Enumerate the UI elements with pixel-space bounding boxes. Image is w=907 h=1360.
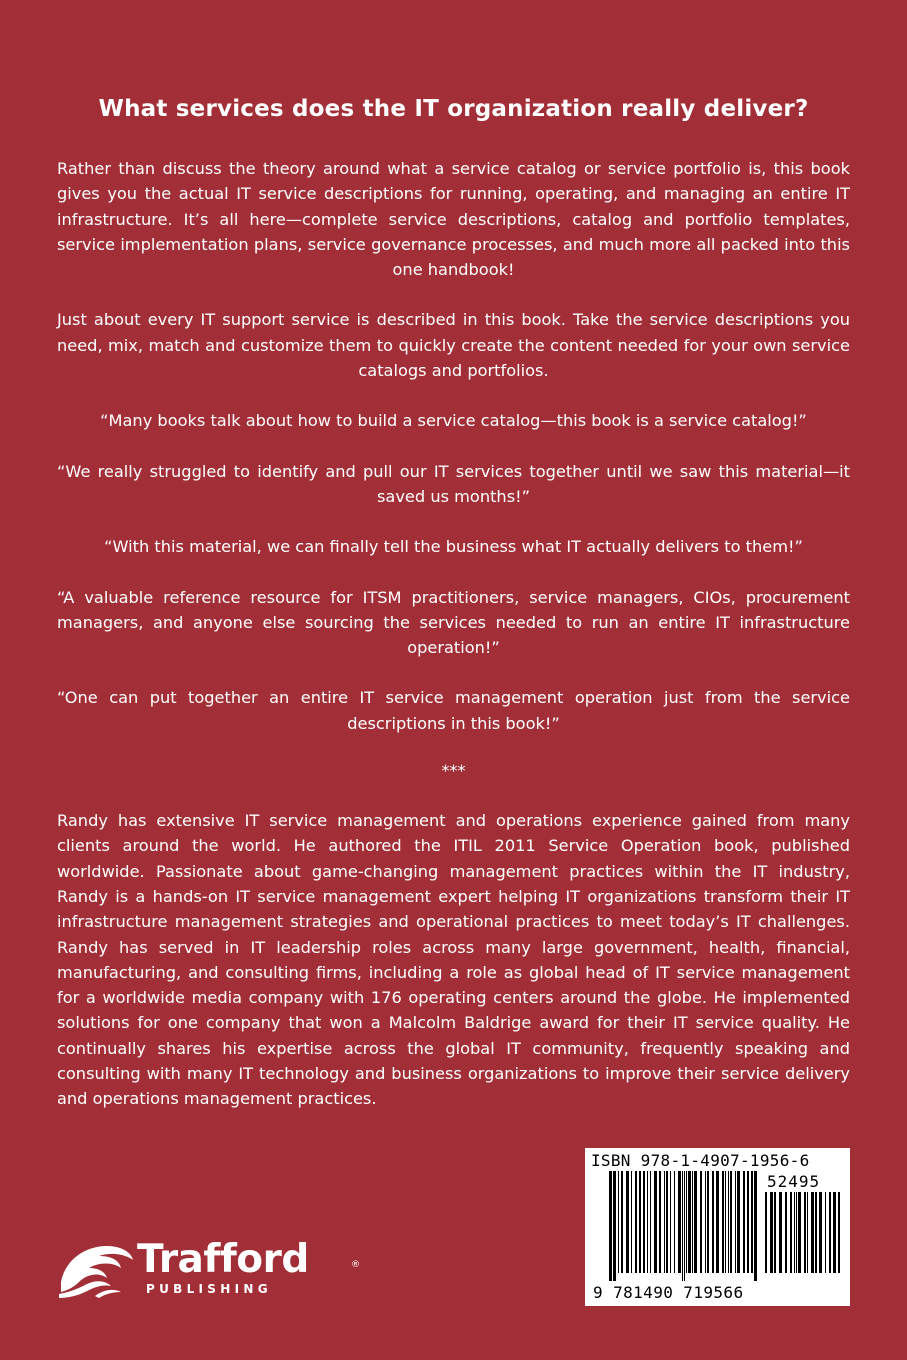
barcode-bar [631, 1171, 632, 1273]
barcode-bar [647, 1171, 648, 1273]
barcode-bar [735, 1171, 736, 1273]
barcode-bar [751, 1171, 753, 1273]
barcode-bar [833, 1192, 836, 1273]
barcode-bar [811, 1192, 814, 1273]
barcode-bar [779, 1192, 782, 1273]
barcode-bar [819, 1192, 822, 1273]
barcode-bar [707, 1171, 709, 1273]
testimonial-quote: “We really struggled to identify and pull our IT services together until we saw this material—it saved us months!” [57, 461, 850, 506]
barcode-bar [728, 1171, 729, 1273]
testimonial-quote: “A valuable reference resource for ITSM practitioners, service managers, CIOs, procurement managers, and anyone else sourcing the services needed to run an entire IT infrastructure operation!” [57, 587, 850, 658]
barcode-bar [686, 1171, 687, 1273]
barcode-bar [770, 1192, 773, 1273]
barcode-bar [618, 1171, 619, 1273]
publisher-name: Trafford [137, 1237, 309, 1282]
author-bio: Randy has extensive IT service management and operations experience gained from many clients around the world. He authored the ITIL 2011 Service Operation book, published worldwide. Passionate about game-changing management practices within the IT industry, Randy is a hands-on IT service management expert helping IT organizations transform their IT infrastructure management strategies and operational practices to meet today’s IT challenges. Randy has served in IT leadership roles across many large government, health, financial, manufacturing, and consulting firms, including a role as global head of IT service management for a worldwide media company with 176 operating centers around the globe. He implemented solutions for one company that won a Malcolm Baldrige award for their IT service quality. He continually shares his expertise across the global IT community, frequently speaking and consulting with many IT technology and business organizations to improve their service delivery and operations management practices. [57, 811, 850, 1109]
headline: What services does the IT organization really deliver? [98, 96, 809, 122]
barcode-bar [664, 1171, 665, 1273]
barcode-bar [674, 1171, 675, 1273]
section-separator: *** [441, 761, 466, 781]
barcode-bar [747, 1171, 749, 1273]
isbn-label: ISBN 978-1-4907-1956-6 [591, 1151, 810, 1170]
barcode-bar [798, 1192, 801, 1273]
barcode-bar [737, 1171, 740, 1273]
testimonial-quote: “Many books talk about how to build a service catalog—this book is a service catalog!” [100, 411, 807, 431]
barcode-bar [654, 1171, 657, 1273]
barcode-bar [743, 1171, 745, 1273]
barcode-bar [716, 1171, 719, 1273]
barcode-bar [815, 1192, 817, 1273]
barcode-bar [666, 1171, 668, 1273]
barcode-bar [670, 1171, 671, 1273]
barcode-bar [659, 1171, 661, 1273]
barcode-bar [684, 1171, 685, 1281]
testimonial-quote: “One can put together an entire IT service management operation just from the service descriptions in this book!” [57, 688, 850, 733]
barcode-bar [725, 1171, 726, 1273]
barcode-bar [765, 1192, 767, 1273]
barcode-bar [794, 1192, 795, 1273]
barcode-bar [807, 1192, 808, 1273]
barcode-bar [643, 1171, 645, 1273]
barcode-bar [621, 1171, 623, 1273]
description-paragraph: Just about every IT support service is described in this book. Take the service descriptions you need, mix, match and customize them to quickly create the content needed for your own service catalogs and portfolios. [57, 310, 850, 381]
barcode-bar [730, 1171, 732, 1273]
wave-swirl-icon [55, 1238, 135, 1300]
description-paragraph: Rather than discuss the theory around what a service catalog or service portfolio is, this book gives you the actual IT service descriptions for running, operating, and managing an entire IT infrastructure. It’s all here—complete service descriptions, catalog and portfolio templates, service implementation plans, service governance processes, and much more all packed into this one handbook! [57, 159, 850, 280]
barcode-bar [825, 1192, 826, 1273]
barcode-bar [785, 1192, 787, 1273]
barcode-bar [804, 1192, 806, 1273]
barcode-bar [774, 1192, 776, 1273]
barcode-bar [639, 1171, 641, 1273]
barcode-bar [700, 1171, 702, 1273]
addon-bars [765, 1192, 843, 1281]
barcode-bar [609, 1171, 612, 1281]
barcode-bar [635, 1171, 637, 1273]
publisher-logo [55, 1237, 360, 1300]
testimonial-quote: “With this material, we can finally tell the business what IT actually delivers to them!” [104, 537, 803, 557]
barcode-bar [613, 1171, 616, 1281]
barcode-bar [692, 1171, 693, 1273]
registered-mark: ® [351, 1260, 360, 1270]
barcode-bar [705, 1171, 706, 1273]
barcode-digits: 9 781490 719566 [593, 1283, 744, 1302]
barcode-bar [650, 1171, 651, 1273]
barcode-bar [626, 1171, 629, 1273]
barcode-bar [754, 1171, 757, 1281]
barcode-bar [790, 1192, 792, 1273]
barcode-bar [712, 1171, 714, 1273]
barcode-bar [688, 1171, 691, 1273]
barcode-bar [694, 1171, 697, 1273]
barcode-bar [838, 1192, 840, 1273]
barcode-bar [829, 1192, 831, 1273]
isbn-barcode [585, 1148, 850, 1306]
barcode-bar [678, 1171, 681, 1273]
barcode-bar [796, 1192, 797, 1273]
back-cover-text [57, 96, 850, 1137]
price-addon-code: 52495 [767, 1172, 821, 1191]
barcode-bar [722, 1171, 724, 1273]
barcode-bar [682, 1171, 683, 1281]
publisher-tagline: PUBLISHING [146, 1282, 272, 1296]
